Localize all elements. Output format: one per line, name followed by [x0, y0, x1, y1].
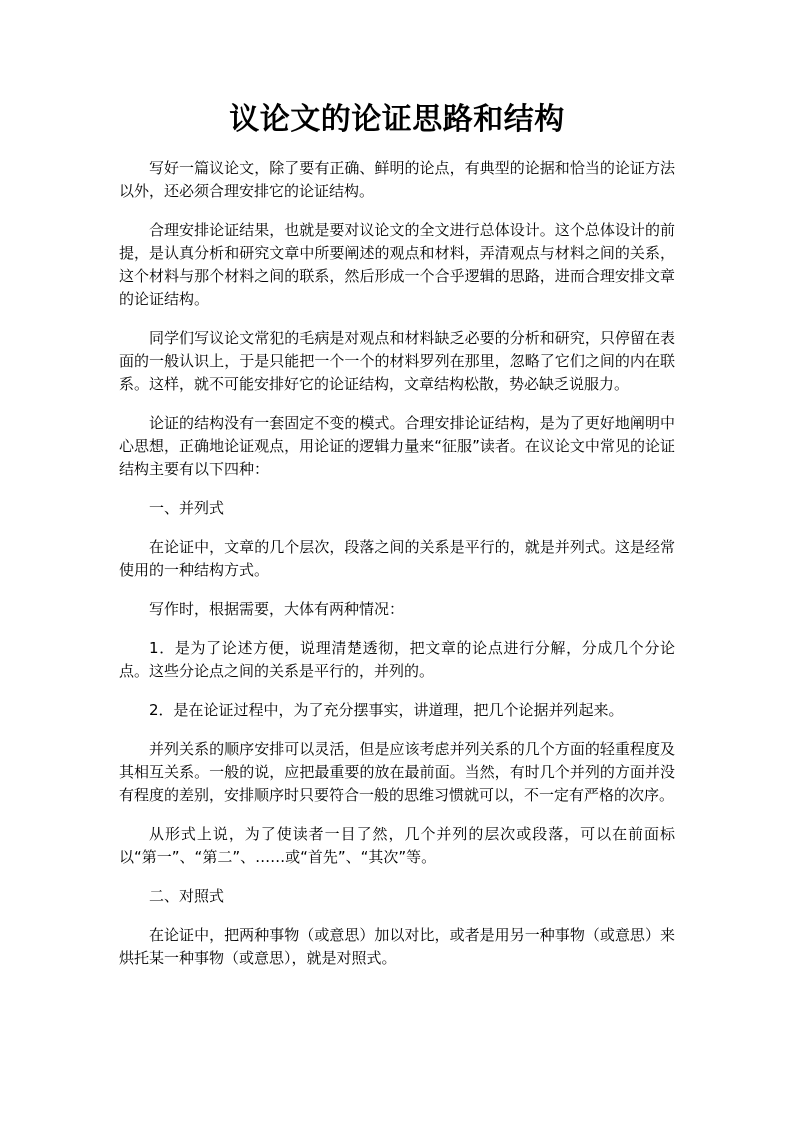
paragraph-case-2: 2．是在论证过程中，为了充分摆事实，讲道理，把几个论据并列起来。	[149, 701, 624, 719]
paragraph-intro: 写好一篇议论文，除了要有正确、鲜明的论点，有典型的论据和恰当的论证方法以外，还必须合理安排它的论证结构。	[119, 159, 675, 200]
document-page	[119, 0, 675, 986]
section-heading-contrast: 二、对照式	[149, 887, 225, 905]
paragraph-overall-design: 合理安排论证结果，也就是要对议论文的全文进行总体设计。这个总体设计的前提，是认真分析和研究文章中所要阐述的观点和材料，弄清观点与材料之间的关系，这个材料与那个材料之间的联系，然后形成一个合乎逻辑的思路，进而合理安排文章的论证结构。	[119, 221, 675, 308]
paragraph-two-cases: 写作时，根据需要，大体有两种情况：	[149, 600, 405, 618]
section-heading-parallel: 一、并列式	[149, 499, 225, 517]
paragraph-parallel-order: 并列关系的顺序安排可以灵活，但是应该考虑并列关系的几个方面的轻重程度及其相互关系。一般的说，应把最重要的放在最前面。当然，有时几个并列的方面并没有程度的差别，安排顺序时只要符合一般的思维习惯就可以，不一定有严格的次序。	[119, 740, 675, 804]
document-body	[119, 157, 675, 970]
paragraph-structure-types: 论证的结构没有一套固定不变的模式。合理安排论证结构，是为了更好地阐明中心思想，正确地论证观点，用论证的逻辑力量来“征服”读者。在议论文中常见的论证结构主要有以下四种：	[119, 414, 675, 478]
paragraph-common-mistakes: 同学们写议论文常犯的毛病是对观点和材料缺乏必要的分析和研究，只停留在表面的一般认识上，于是只能把一个一个的材料罗列在那里，忽略了它们之间的内在联系。这样，就不可能安排好它的论证结构，文章结构松散，势必缺乏说服力。	[119, 329, 675, 393]
paragraph-case-1: 1．是为了论述方便，说理清楚透彻，把文章的论点进行分解，分成几个分论点。这些分论点之间的关系是平行的，并列的。	[119, 639, 675, 680]
document-title: 议论文的论证思路和结构	[229, 102, 565, 137]
paragraph-parallel-definition: 在论证中，文章的几个层次，段落之间的关系是平行的，就是并列式。这是经常使用的一种结构方式。	[119, 538, 675, 579]
paragraph-contrast-definition: 在论证中，把两种事物（或意思）加以对比，或者是用另一种事物（或意思）来烘托某一种事物（或意思），就是对照式。	[119, 926, 675, 967]
paragraph-parallel-form: 从形式上说，为了使读者一目了然，几个并列的层次或段落，可以在前面标以“第一”、“第二”、……或“首先”、“其次”等。	[119, 825, 675, 866]
